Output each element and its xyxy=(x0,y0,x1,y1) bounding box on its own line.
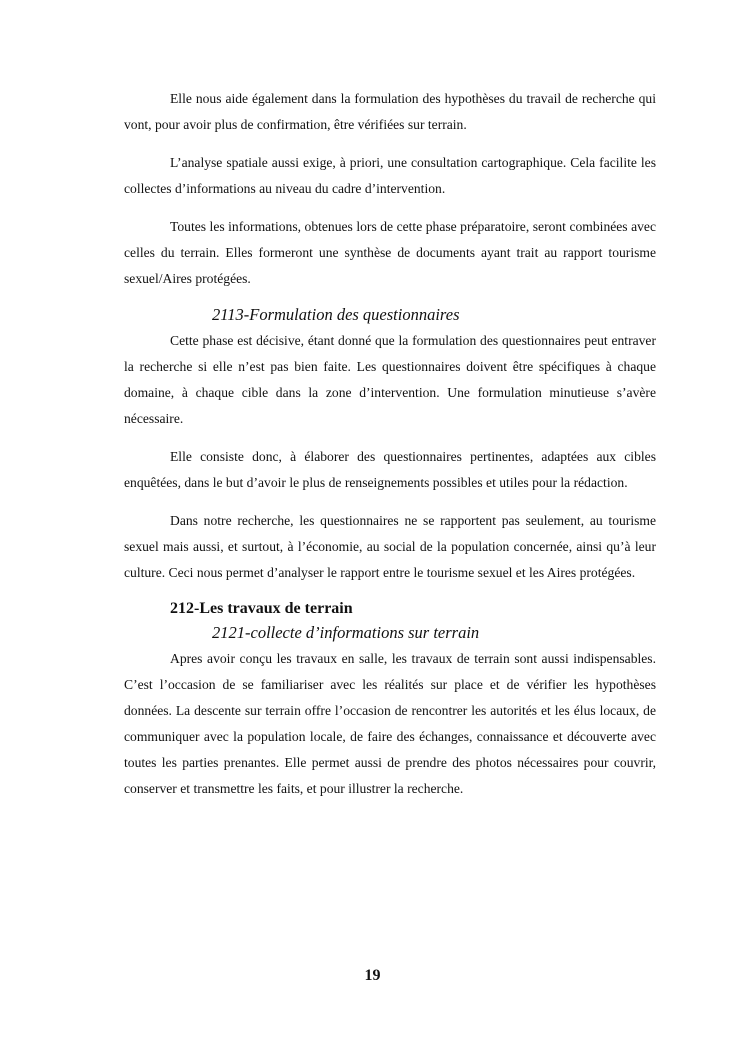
paragraph-hypotheses: Elle nous aide également dans la formulation des hypothèses du travail de recherche qui vont, pour avoir plus de confirmation, être vérifiées sur terrain. xyxy=(124,91,656,132)
section-heading-field-work: 212-Les travaux de terrain xyxy=(170,600,353,617)
document-page xyxy=(124,86,656,802)
subheading-formulation-questionnaires: 2113-Formulation des questionnaires xyxy=(212,305,460,324)
paragraph-elaboration: Elle consiste donc, à élaborer des questionnaires pertinentes, adaptées aux cibles enquêtées, dans le but d’avoir le plus de renseignements possibles et utiles pour la rédaction. xyxy=(124,449,656,490)
paragraph-spatial-analysis: L’analyse spatiale aussi exige, à priori, une consultation cartographique. Cela facilite les collectes d’informations au niveau du cadre d’intervention. xyxy=(124,155,656,196)
paragraph-field-work: Apres avoir conçu les travaux en salle, les travaux de terrain sont aussi indispensables. C’est l’occasion de se familiariser avec les réalités sur place et de vérifier les hypothèses données. La descente sur terrain offre l’occasion de rencontrer les autorités et les élus locaux, de communiquer avec la population locale, de faire des échanges, connaissance et découverte avec toutes les parties prenantes. Elle permet aussi de prendre des photos nécessaires pour couvrir, conserver et transmettre les faits, et pour illustrer la recherche. xyxy=(124,651,656,796)
paragraph-synthesis: Toutes les informations, obtenues lors de cette phase préparatoire, seront combinées avec celles du terrain. Elles formeront une synthèse de documents ayant trait au rapport tourisme sexuel/Aires protégées. xyxy=(124,219,656,286)
paragraph-research-scope: Dans notre recherche, les questionnaires ne se rapportent pas seulement, au tourisme sexuel mais aussi, et surtout, à l’économie, au social de la population concernée, ainsi qu’à leur culture. Ceci nous permet d’analyser le rapport entre le tourisme sexuel et les Aires protégées. xyxy=(124,513,656,580)
page-number: 19 xyxy=(364,967,381,984)
subheading-field-collection: 2121-collecte d’informations sur terrain xyxy=(212,623,480,642)
paragraph-decisive-phase: Cette phase est décisive, étant donné que la formulation des questionnaires peut entraver la recherche si elle n’est pas bien faite. Les questionnaires doivent être spécifiques à chaque domaine, à chaque cible dans la zone d’intervention. Une formulation minutieuse s’avère nécessaire. xyxy=(124,333,656,426)
